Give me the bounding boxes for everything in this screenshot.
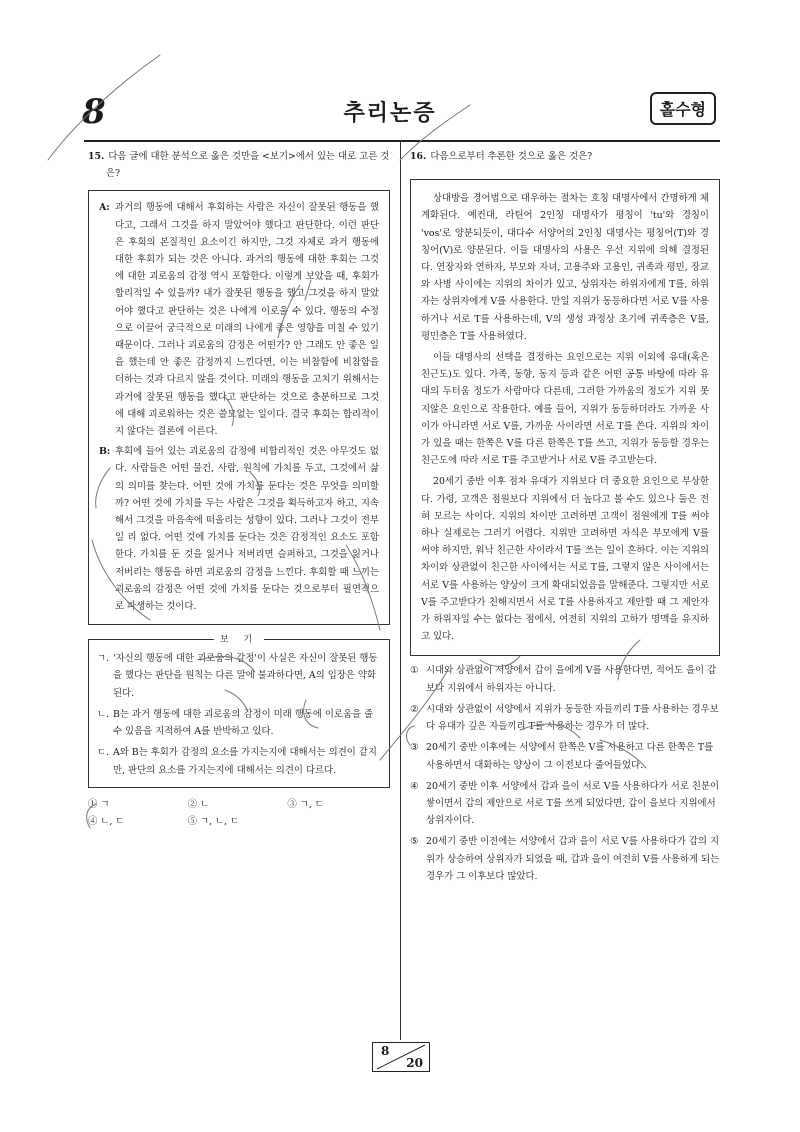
option-number: ② [410, 703, 419, 715]
column-divider [400, 140, 401, 1040]
answer-option-5[interactable] [410, 833, 720, 885]
question-16-stem [410, 148, 720, 165]
option-number: ④ [410, 780, 419, 792]
answer-option-4[interactable] [410, 778, 720, 830]
subject-title: 추리논증 [343, 101, 437, 126]
answer-choice-4[interactable]: ④ ㄴ, ㄷ [88, 815, 125, 827]
question-15-number: 15. [88, 151, 105, 162]
bogi-item [97, 706, 381, 740]
passage-paragraph: 20세기 중반 이후 점차 유대가 지위보다 더 중요한 요인으로 부상한다. 가령, 고객은 점원보다 지위에서 더 높다고 볼 수도 있으나 둘은 전혀 모르는 사이다. 지위의 차이만 고려하면 고객이 점원에게 T를 써야 하나 실제로는 그러기 어렵다. 지위만 고려하면 자식은 부모에게 V를 써야 하지만, 워낙 친근한 사이라서 T를 쓰는 일이 흔하다. 이는 지위의 차이와 상관없이 친근한 사이에서는 서로 T를, 그렇지 않은 사이에서는 서로 V를 사용하는 양상이 크게 확대되었음을 말해준다. 그렇지만 서로 V를 주고받다가 친해지면서 서로 T를 사용하자고 제안할 때 그 제안자가 하위자일 수는 없다는 점에서, 여전히 지위의 고하가 명맥을 유지하고 있다. [421, 476, 709, 643]
bogi-item [97, 650, 381, 702]
answer-choice-3[interactable]: ③ ㄱ, ㄷ [287, 798, 324, 810]
question-15-choices [88, 796, 390, 830]
option-text: 20세기 중반 이후 서양에서 갑과 을이 서로 V를 사용하다가 서로 친분이 쌓이면서 갑의 제안으로 서로 T를 쓰게 되었다면, 갑이 을보다 지위에서 상위자이다. [426, 780, 720, 827]
bogi-mark: ㄷ. [97, 747, 110, 759]
question-16-text: 다음으로부터 추론한 것으로 옳은 것은? [430, 151, 593, 162]
current-page: 8 [381, 1044, 390, 1058]
answer-option-3[interactable] [410, 739, 720, 773]
booklet-type-badge: 홀수형 [650, 92, 716, 125]
page-indicator [372, 1042, 430, 1072]
answer-option-2[interactable] [410, 701, 720, 735]
answer-choice-5[interactable]: ⑤ ㄱ, ㄴ, ㄷ [187, 815, 240, 827]
answer-choice-2[interactable]: ② ㄴ [187, 798, 210, 810]
header-rule [84, 140, 720, 142]
option-text: 시대와 상관없이 서양에서 갑이 을에게 V를 사용한다면, 적어도 을이 갑보다 지위에서 하위자는 아니다. [426, 665, 717, 694]
question-16-options [410, 662, 720, 884]
passage-speaker-a [99, 199, 379, 440]
answer-choice-1[interactable]: ① ㄱ [88, 798, 110, 810]
question-15-passage [88, 190, 390, 625]
option-text: 20세기 중반 이후에는 서양에서 한쪽은 V를 사용하고 다른 한쪽은 T를 사용하면서 대화하는 양상이 그 이전보다 줄어들었다. [426, 742, 714, 771]
question-16-number: 16. [410, 151, 427, 162]
option-number: ③ [410, 742, 419, 754]
speaker-label: A: [99, 202, 110, 214]
speaker-label: B: [99, 446, 111, 458]
bogi-box [88, 635, 390, 787]
bogi-mark: ㄴ. [97, 708, 110, 720]
bogi-item [97, 744, 381, 778]
answer-option-1[interactable] [410, 662, 720, 696]
passage-paragraph: 상대방을 경어법으로 대우하는 절차는 호칭 대명사에서 간명하게 체계화된다. 예컨대, 라틴어 2인칭 대명사가 평칭이 'tu'와 경칭이 'vos'로 양분되듯이, 대다수 서양어의 2인칭 대명사는 평칭어(T)와 경칭어(V)로 양분된다. 이들 대명사의 사용은 우선 지위에 의해 결정된다. 연장자와 연하자, 부모와 자녀, 고용주와 고용인, 귀족과 평민, 장교와 사병 사이에는 지위의 차이가 있고, 상위자는 하위자에게 T를, 하위자는 상위자에게 V를 사용한다. 만일 지위가 동등하다면 서로 V를 사용하거나 서로 T를 사용하는데, V의 생성 과정상 초기에 귀족층은 V를, 평민층은 T를 사용하였다. [421, 193, 709, 342]
page-number: 8 [82, 92, 106, 132]
speaker-text: 과거의 행동에 대해서 후회하는 사람은 자신이 잘못된 행동을 했다고, 그래서 그것을 하지 말았어야 했다고 판단한다. 이런 판단은 후회의 본질적인 요소이긴 하지만, 그것 자체로 과거 행동에 대한 후회가 되는 것은 아니다. 과거의 행동에 대한 후회는 그것에 대한 괴로움의 감정 역시 포함한다. 이렇게 보았을 때, 후회가 합리적일 수 있을까? 내가 잘못된 행동을 했고 그것을 하지 말았어야 했다고 판단하는 것은 나에게 이로울 수 있다. 행동의 수정으로 이끌어 궁극적으로 미래의 나에게 좋은 영향을 미칠 수 있기 때문이다. 그러나 괴로움의 감정은 어떤가? 안 그래도 안 좋은 일을 했는데 안 좋은 감정까지 느낀다면, 이는 비참함에 비참함을 더하는 것과 다르지 않을 것이다. 미래의 행동을 고치기 위해서는 과거에 잘못된 행동을 했다고 판단하는 것으로 충분하므로 그것에 대해 괴로워하는 것은 쓸모없는 일이다. 결국 후회는 합리적이지 않다는 결론에 이른다. [115, 202, 379, 438]
option-number: ① [410, 665, 419, 677]
bogi-text: B는 과거 행동에 대한 괴로움의 감정이 미래 행동에 이로움을 줄 수 있음을 지적하여 A를 반박하고 있다. [113, 708, 374, 738]
bogi-title: 보 기 [214, 632, 264, 649]
question-16 [410, 148, 720, 889]
option-number: ⑤ [410, 836, 419, 848]
option-text: 시대와 상관없이 서양에서 지위가 동등한 자들끼리 T를 사용하는 경우보다 유대가 깊은 자들끼리 T를 사용하는 경우가 더 많다. [426, 703, 719, 733]
passage-speaker-b [99, 443, 379, 615]
bogi-text: '자신의 행동에 대한 괴로움의 감정'이 사실은 자신이 잘못된 행동을 했다는 판단을 원칙는 다른 말에 불과하다면, A의 입장은 약화된다. [113, 653, 378, 699]
page-header [60, 92, 720, 142]
bogi-text: A와 B는 후회가 감정의 요소를 가지는지에 대해서는 의견이 같지만, 판단의 요소를 가지는지에 대해서는 의견이 다르다. [113, 747, 377, 776]
bogi-mark: ㄱ. [97, 653, 110, 665]
question-15-stem [88, 148, 390, 182]
question-15-text: 다음 글에 대한 분석으로 옳은 것만을 <보기>에서 있는 대로 고른 것은? [106, 151, 390, 180]
question-15 [88, 148, 390, 830]
total-pages: 20 [406, 1056, 423, 1070]
speaker-text: 후회에 들어 있는 괴로움의 감정에 비합리적인 것은 아무것도 없다. 사람들은 어떤 물건, 사람, 원칙에 가치를 두고, 그것에서 삶의 의미를 찾는다. 어떤 것에 가치를 둔다는 것은 무엇을 의미할까? 어떤 것에 가치를 두는 사람은 그것을 획득하고자 하고, 지속해서 그것을 마음속에 떠올리는 성향이 있다. 그러나 그것이 전부일 리 없다. 어떤 것에 가치를 둔다는 것은 감정적인 요소도 포함한다. 가치를 둔 것을 잃거나 저버리면 슬퍼하고, 그것을 잃거나 저버리는 행동을 하면 괴로움의 감정을 느낀다. 후회할 때 느끼는 괴로움의 감정은 어떤 것에 가치를 둔다는 것으로부터 필연적으로 파생하는 것이다. [115, 446, 379, 613]
passage-paragraph: 이들 대명사의 선택을 결정하는 요인으로는 지위 이외에 유대(혹은 친근도)도 있다. 가족, 동향, 동지 등과 같은 어떤 공통 바탕에 따라 유대의 두터움 정도가 사람마다 다른데, 그러한 가까움의 정도가 지위 못지않은 요인으로 작용한다. 예를 들어, 지위가 동등하더라도 가까운 사이가 아니라면 서로 V를, 가까운 사이라면 서로 T를 쓴다. 지위의 차이가 있을 때는 한쪽은 V를 다른 한쪽은 T를 쓰고, 지위가 동등할 경우는 친근도에 따라 서로 T를 주고받거나 서로 V를 주고받는다. [421, 352, 709, 467]
option-text: 20세기 중반 이전에는 서양에서 갑과 을이 서로 V를 사용하다가 갑의 지위가 상승하여 상위자가 되었을 때, 갑과 을이 여전히 V를 사용하게 되는 경우가 그 이후보다 많았다. [426, 836, 720, 882]
question-16-passage [410, 179, 720, 656]
